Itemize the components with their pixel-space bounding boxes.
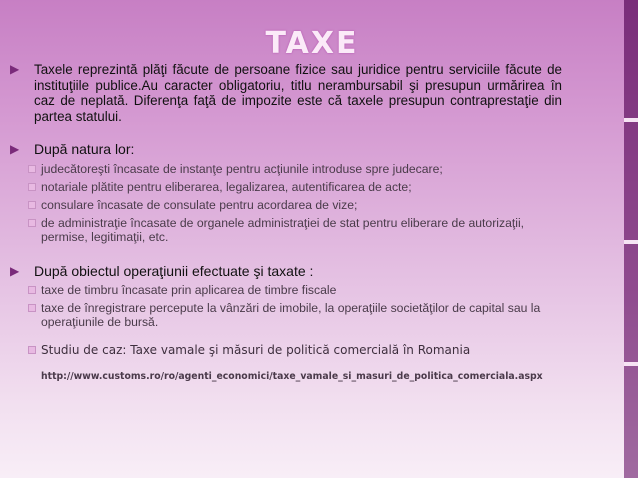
list-item-text: taxe de timbru încasate prin aplicarea de timbre fiscale bbox=[41, 283, 337, 297]
intro-paragraph bbox=[10, 62, 562, 124]
case-study-text: Studiu de caz: Taxe vamale şi măsuri de politică comercială în Romania bbox=[41, 343, 471, 357]
side-bar-tick bbox=[624, 118, 638, 122]
side-bar-tick bbox=[624, 362, 638, 366]
side-accent-bar bbox=[624, 0, 638, 478]
list-item bbox=[10, 198, 562, 212]
arrow-bullet-icon: ▶ bbox=[10, 263, 20, 278]
slide-content bbox=[10, 62, 562, 383]
list-item-text: de administraţie încasate de organele administraţiei de stat pentru eliberare de autorizaţii, permise, legitimaţii, etc. bbox=[41, 215, 525, 244]
list-item bbox=[10, 301, 562, 329]
arrow-bullet-icon: ▶ bbox=[10, 62, 20, 76]
square-bullet-icon bbox=[28, 304, 36, 312]
square-bullet-icon bbox=[28, 201, 36, 209]
arrow-bullet-icon: ▶ bbox=[10, 142, 20, 156]
slide-title: TAXE bbox=[265, 26, 359, 61]
list-item bbox=[10, 216, 562, 244]
square-bullet-icon bbox=[28, 286, 36, 294]
list-item bbox=[10, 283, 562, 297]
square-bullet-icon bbox=[28, 346, 36, 354]
list-item-text: judecătoreşti încasate de instanţe pentru acţiunile introduse spre judecare; bbox=[41, 161, 443, 176]
section-heading-natura bbox=[10, 142, 562, 158]
side-bar-tick bbox=[624, 240, 638, 244]
list-item bbox=[10, 162, 562, 176]
square-bullet-icon bbox=[28, 219, 36, 227]
list-item bbox=[10, 180, 562, 194]
intro-text: Taxele reprezintă plăţi făcute de persoane fizice sau juridice pentru serviciile făcute de instituţiile publice.Au caracter obligatoriu, titlu nerambursabil şi presupun urmărirea în caz de neplată. Diferenţa faţă de impozite este că taxele presupun contraprestaţie din partea statului. bbox=[34, 62, 562, 124]
list-item-text: taxe de înregistrare percepute la vânzări de imobile, la operaţiile societăţilor de capital sau la operaţiunile de bursă. bbox=[41, 301, 541, 329]
square-bullet-icon bbox=[28, 183, 36, 191]
section-heading-text: După obiectul operaţiunii efectuate şi taxate : bbox=[34, 262, 314, 279]
list-item-text: notariale plătite pentru eliberarea, legalizarea, autentificarea de acte; bbox=[41, 179, 412, 194]
case-study-item bbox=[10, 343, 562, 357]
customs-link[interactable]: http://www.customs.ro/ro/agenti_economici/taxe_vamale_si_masuri_de_politica_comerciala.aspx bbox=[41, 371, 543, 382]
section-heading-text: După natura lor: bbox=[34, 141, 135, 157]
section-heading-obiect bbox=[10, 264, 562, 280]
square-bullet-icon bbox=[28, 165, 36, 173]
list-item-text: consulare încasate de consulate pentru acordarea de vize; bbox=[41, 197, 358, 212]
